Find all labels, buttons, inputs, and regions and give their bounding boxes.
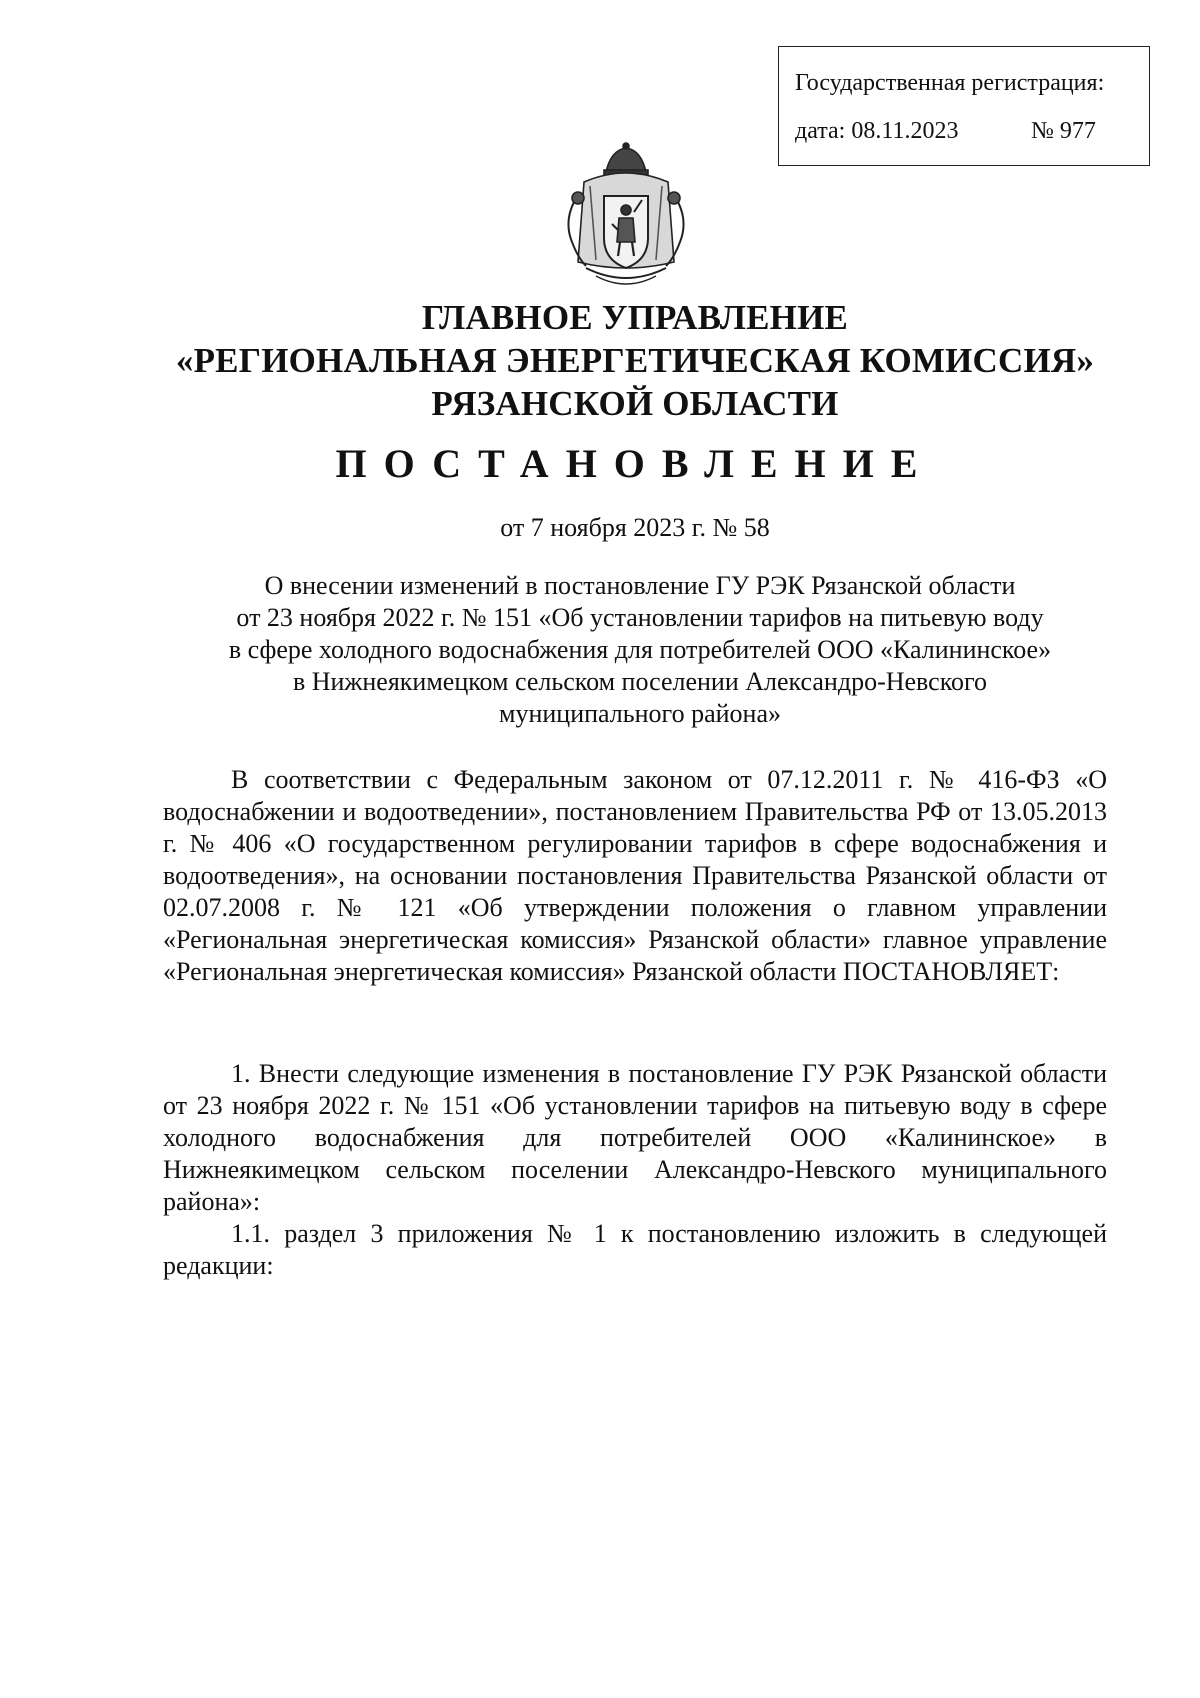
subject-line-4: в Нижнеякимецком сельском поселении Александро-Невского xyxy=(292,667,988,696)
subject-line-5: муниципального района» xyxy=(499,699,781,728)
subject-line-1: О внесении изменений в постановление ГУ РЭК Рязанской области xyxy=(264,571,1016,600)
registration-title: Государственная регистрация: xyxy=(795,70,1105,96)
item-1-1-paragraph: 1.1. раздел 3 приложения № 1 к постановлению изложить в следующей редакции: xyxy=(163,1219,1107,1280)
registration-date: дата: 08.11.2023 xyxy=(795,118,959,144)
subject-line-3: в сфере холодного водоснабжения для потребителей ООО «Калининское» xyxy=(228,635,1052,664)
item-1-paragraph: 1. Внести следующие изменения в постановление ГУ РЭК Рязанской области от 23 ноября 2022 г. № 151 «Об установлении тарифов на питьевую воду в сфере холодного водоснабжения для потребителей ООО «Калининское» в Нижнеякимецком сельском поселении Александро-Невского муниципального района»: xyxy=(163,1059,1107,1216)
preamble-paragraph: В соответствии с Федеральным законом от 07.12.2011 г. № 416-ФЗ «О водоснабжении и водоотведении», постановлением Правительства РФ от 13.05.2013 г. № 406 «О государственном регулировании тарифов в сфере водоснабжения и водоотведения», на основании постановления Правительства Рязанской области от 02.07.2008 г. № 121 «Об утверждении положения о главном управлении «Региональная энергетическая комиссия» Рязанской области» главное управление «Региональная энергетическая комиссия» Рязанской области ПОСТАНОВЛЯЕТ: xyxy=(163,765,1107,986)
document-type: ПОСТАНОВЛЕНИЕ xyxy=(335,441,935,486)
document-subject xyxy=(160,570,1120,730)
organization-line-2: «РЕГИОНАЛЬНАЯ ЭНЕРГЕТИЧЕСКАЯ КОМИССИЯ» xyxy=(175,341,1095,380)
registration-number: № 977 xyxy=(1031,118,1096,144)
organization-line-3: РЯЗАНСКОЙ ОБЛАСТИ xyxy=(431,384,839,423)
organization-name xyxy=(100,296,1170,425)
organization-line-1: ГЛАВНОЕ УПРАВЛЕНИЕ xyxy=(421,298,849,337)
subject-line-2: от 23 ноября 2022 г. № 151 «Об установлении тарифов на питьевую воду xyxy=(236,603,1044,632)
coat-of-arms-icon xyxy=(556,142,696,294)
document-date-number: от 7 ноября 2023 г. № 58 xyxy=(500,513,770,542)
registration-stamp xyxy=(778,46,1150,166)
